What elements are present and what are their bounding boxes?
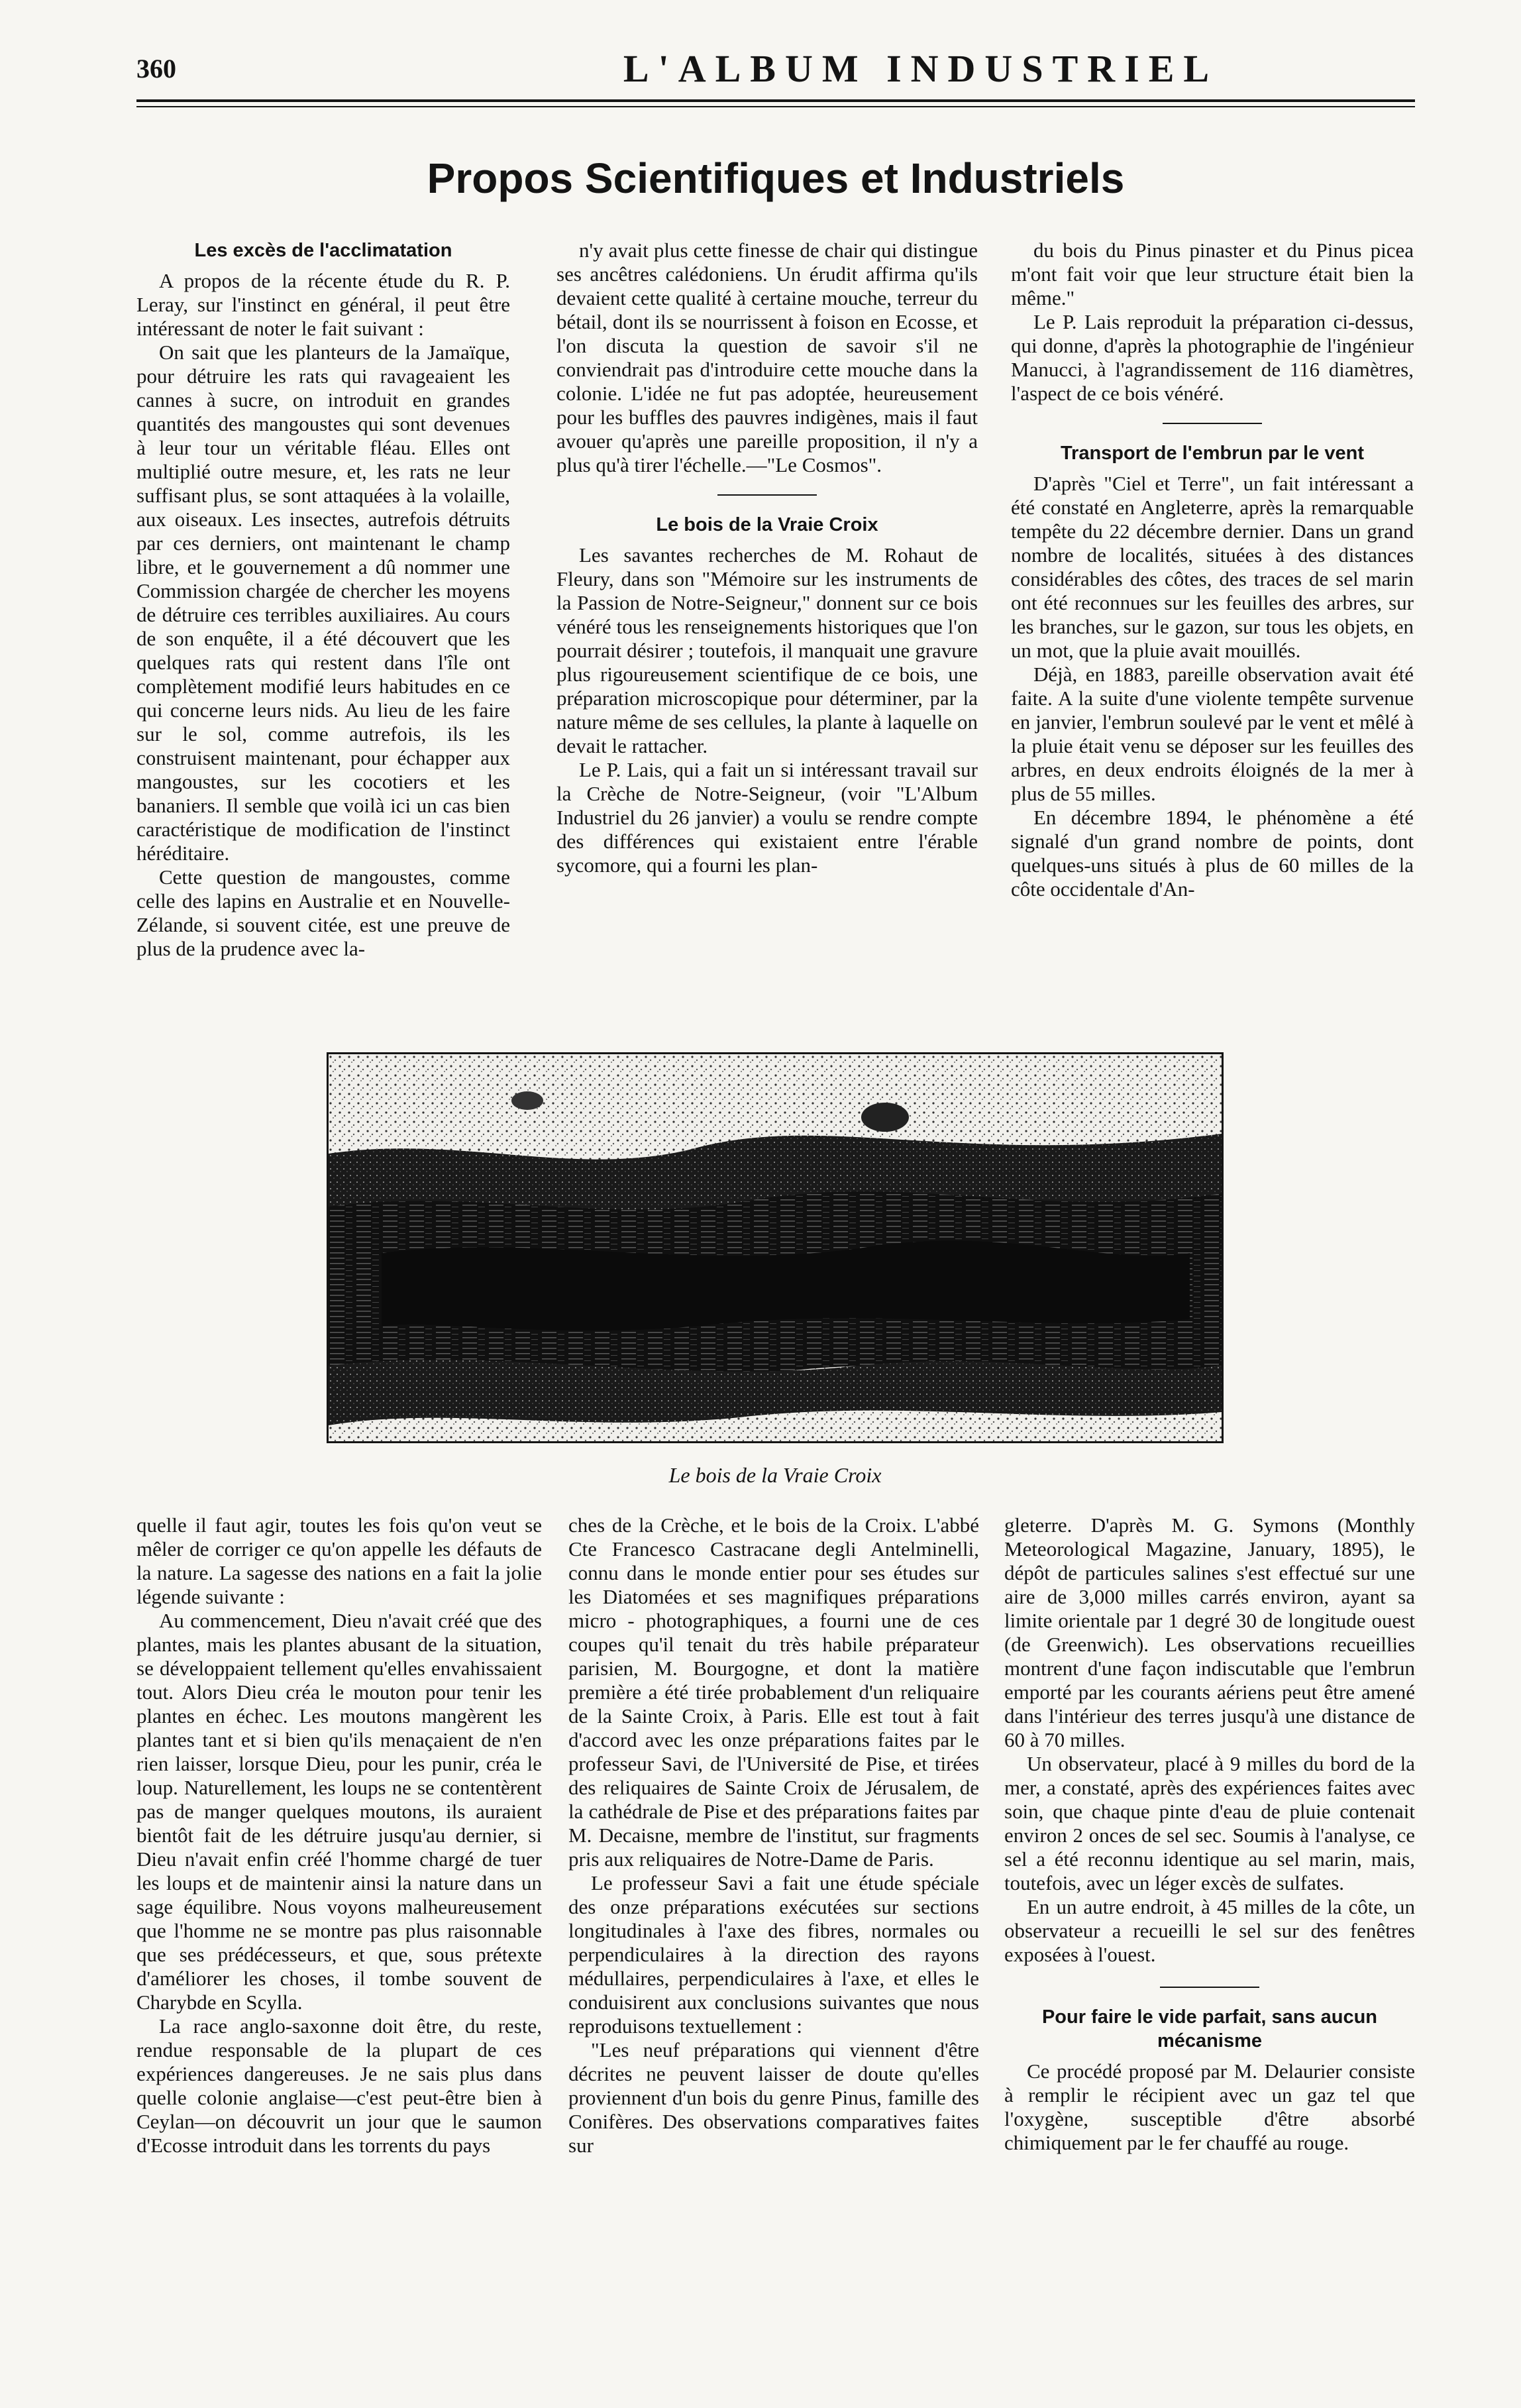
paragraph: Le professeur Savi a fait une étude spéciale des onze préparations exécutées sur sections longitudinales à l'axe des fibres, normales ou perpendiculaires à la direction des rayons médullaires, perpendiculaires à l'axe, et elles le conduisirent aux conclusions suivantes que nous reproduisons textuellement :: [568, 1871, 979, 2038]
paragraph: Déjà, en 1883, pareille observation avait été faite. A la suite d'une violente tempête survenue en janvier, l'embrun soulevé par le vent et mêlé à la pluie était venu se déposer sur les feuilles des arbres, en deux endroits éloignés de la mer à plus de 55 milles.: [1011, 663, 1414, 805]
paragraph: quelle il faut agir, toutes les fois qu'on veut se mêler de corriger ce qu'on appelle les défauts de la nature. La sagesse des nations en a fait la jolie légende suivante :: [136, 1513, 542, 1608]
page-number: 360: [136, 54, 176, 83]
bottom-column-3: [1004, 1513, 1415, 2289]
section-divider: [1163, 423, 1262, 424]
bottom-column-1: [136, 1513, 542, 2289]
section-divider: [717, 494, 817, 496]
paragraph: D'après "Ciel et Terre", un fait intéressant a été constaté en Angleterre, après la remarquable tempête du 22 décembre dernier. Dans un grand nombre de localités, situées à des distances considérables des côtes, des traces de sel marin ont été reconnues sur les feuilles des arbres, sur les branches, sur le gazon, sur tous les objets, en un mot, que la pluie avait mouillés.: [1011, 472, 1414, 662]
top-column-1: [136, 239, 510, 1002]
paragraph: Cette question de mangoustes, comme celle des lapins en Australie et en Nouvelle-Zélande, si souvent citée, est une preuve de plus de la prudence avec la-: [136, 865, 510, 960]
bottom-column-2: [568, 1513, 979, 2289]
page-title: Propos Scientifiques et Industriels: [427, 154, 1125, 202]
wood-micrograph-image: [327, 1052, 1224, 1443]
paragraph: Ce procédé proposé par M. Delaurier consiste à remplir le récipient avec un gaz tel que l'oxygène, susceptible d'être absorbé chimiquement par le fer chauffé au rouge.: [1004, 2059, 1415, 2154]
paragraph: n'y avait plus cette finesse de chair qui distingue ses ancêtres calédoniens. Un érudit affirma qu'ils devaient cette qualité à certaine mouche, terreur du bétail, dont ils se nourrissent à foison en Ecosse, et l'on discuta la question de savoir s'il ne conviendrait pas d'introduire cette mouche dans la colonie. L'idée ne fut pas adoptée, heureusement pour les buffles des pauvres indigènes, mais il faut avouer qu'après une pareille proposition, il n'y a plus qu'à tirer l'échelle.—"Le Cosmos".: [556, 239, 978, 476]
paragraph: du bois du Pinus pinaster et du Pinus picea m'ont fait voir que leur structure était bien la même.": [1011, 239, 1414, 309]
header-rule-top: [136, 99, 1415, 102]
top-column-2: [556, 239, 978, 1002]
article-heading-vraie-croix: Le bois de la Vraie Croix: [656, 514, 878, 535]
paragraph: En décembre 1894, le phénomène a été signalé d'un grand nombre de points, dont quelques-uns situés à plus de 60 milles de la côte occidentale d'An-: [1011, 806, 1414, 901]
paragraph: En un autre endroit, à 45 milles de la côte, un observateur a recueilli le sel sur des fenêtres exposées à l'ouest.: [1004, 1895, 1415, 1966]
article-heading-acclimatation: Les excès de l'acclimatation: [194, 240, 452, 261]
article-heading-vide-parfait: Pour faire le vide parfait, sans aucun mécanisme: [1041, 2006, 1378, 2052]
paragraph: Le P. Lais, qui a fait un si intéressant travail sur la Crèche de Notre-Seigneur, (voir "L'Album Industriel du 26 janvier) a voulu se rendre compte des différences qui existaient entre l'érable sycomore, qui a fourni les plan-: [556, 758, 978, 877]
top-column-3: [1011, 239, 1414, 1002]
paragraph: Un observateur, placé à 9 milles du bord de la mer, a constaté, après des expériences faites avec soin, que chaque pinte d'eau de pluie contenait environ 2 onces de sel sec. Soumis à l'analyse, ce sel a été reconnu identique au sel marin, mais, toutefois, avec un léger excès de sulfates.: [1004, 1752, 1415, 1894]
paragraph: Le P. Lais reproduit la préparation ci-dessus, qui donne, d'après la photographie de l'ingénieur Manucci, à l'agrandissement de 116 diamètres, l'aspect de ce bois vénéré.: [1011, 310, 1414, 405]
micrograph-illustration: [329, 1054, 1222, 1441]
paragraph: On sait que les planteurs de la Jamaïque, pour détruire les rats qui ravageaient les cannes à sucre, on introduit en grandes quantités des mangoustes qui sont devenues à leur tour un véritable fléau. Elles ont multiplié outre mesure, et, les rats ne leur suffisant plus, se sont attaquées à la volaille, aux oiseaux. Les insectes, autrefois détruits par ces derniers, ont maintenant le champ libre, et le gouvernement a dû nommer une Commission chargée de chercher les moyens de détruire ces terribles auxiliaires. Au cours de son enquête, il a été découvert que les quelques rats qui restent dans l'île ont complètement modifié leurs habitudes en ce qui concerne leurs nids. Au lieu de les faire sur le sol, comme autrefois, ils les construisent maintenant, pour échapper aux mangoustes, sur les cocotiers et les bananiers. Il semble que voilà ici un cas bien caractéristique de modification de l'instinct héréditaire.: [136, 341, 510, 865]
paragraph: Les savantes recherches de M. Rohaut de Fleury, dans son "Mémoire sur les instruments de la Passion de Notre-Seigneur," donnent sur ce bois vénéré tous les renseignements historiques que l'on pourrait désirer ; toutefois, il manquait une gravure plus rigoureusement scientifique de ce bois, une préparation microscopique pour déterminer, par la nature même de ses cellules, la plante à laquelle on devait le rattacher.: [556, 543, 978, 757]
header-rule-bottom: [136, 106, 1415, 107]
paragraph: "Les neuf préparations qui viennent d'être décrites ne peuvent laisser de doute qu'elles proviennent d'un bois du genre Pinus, famille des Conifères. Des observations comparatives faites sur: [568, 2038, 979, 2157]
section-divider: [1160, 1987, 1259, 1988]
article-heading-embrun: Transport de l'embrun par le vent: [1060, 443, 1365, 464]
paragraph: Au commencement, Dieu n'avait créé que des plantes, mais les plantes abusant de la situation, se développaient tellement qu'elles envahissaient tout. Alors Dieu créa le mouton pour tenir les plantes en échec. Les moutons mangèrent les plantes tant et si bien qu'ils menaçaient de n'en rien laisser, lorsque Dieu, pour les punir, créa le loup. Naturellement, les loups ne se contentèrent pas de manger quelques moutons, ils auraient bientôt fait de les détruire jusqu'au dernier, si Dieu n'avait enfin créé l'homme chargé de tuer les loups et de maintenir ainsi la nature dans un sage équilibre. Nous voyons malheureusement que l'homme ne se montre pas plus raisonnable que ses prédécesseurs, et que, sous prétexte d'améliorer les choses, il tombe souvent de Charybde en Scylla.: [136, 1609, 542, 2014]
journal-title: L'ALBUM INDUSTRIEL: [623, 47, 1219, 90]
paragraph: A propos de la récente étude du R. P. Leray, sur l'instinct en général, il peut être intéressant de noter le fait suivant :: [136, 269, 510, 340]
paragraph: La race anglo-saxonne doit être, du reste, rendue responsable de la plupart de ces expériences dangereuses. Je ne sais plus dans quelle colonie anglaise—c'est peut-être bien à Ceylan—on découvrit un jour que le saumon d'Ecosse introduit dans les torrents du pays: [136, 2014, 542, 2157]
figure-caption: Le bois de la Vraie Croix: [668, 1463, 882, 1487]
paragraph: ches de la Crèche, et le bois de la Croix. L'abbé Cte Francesco Castracane degli Antelminelli, connu dans le monde entier pour ses études sur les Diatomées et ses magnifiques préparations micro - photographiques, a fourni une de ces coupes qu'il tenait du très habile préparateur parisien, M. Bourgogne, et dont la matière première a été tirée probablement d'un reliquaire de la Sainte Croix, à Paris. Elle est tout à fait d'accord avec les onze préparations faites par le professeur Savi, de l'Université de Pise, et tirées des reliquaires de Sainte Croix de Jérusalem, de la cathédrale de Pise et des préparations faites par M. Decaisne, membre de l'institut, sur fragments pris aux reliquaires de Notre-Dame de Paris.: [568, 1513, 979, 1871]
paragraph: gleterre. D'après M. G. Symons (Monthly Meteorological Magazine, January, 1895), le dépôt de particules salines s'est effectué sur une aire de 3,000 milles carrés environ, ayant sa limite orientale par 1 degré 30 de longitude ouest (de Greenwich). Les observations recueillies montrent d'une façon indiscutable que l'embrun emporté par les courants aériens peut être amené dans l'intérieur des terres jusqu'à une distance de 60 à 70 milles.: [1004, 1513, 1415, 1751]
